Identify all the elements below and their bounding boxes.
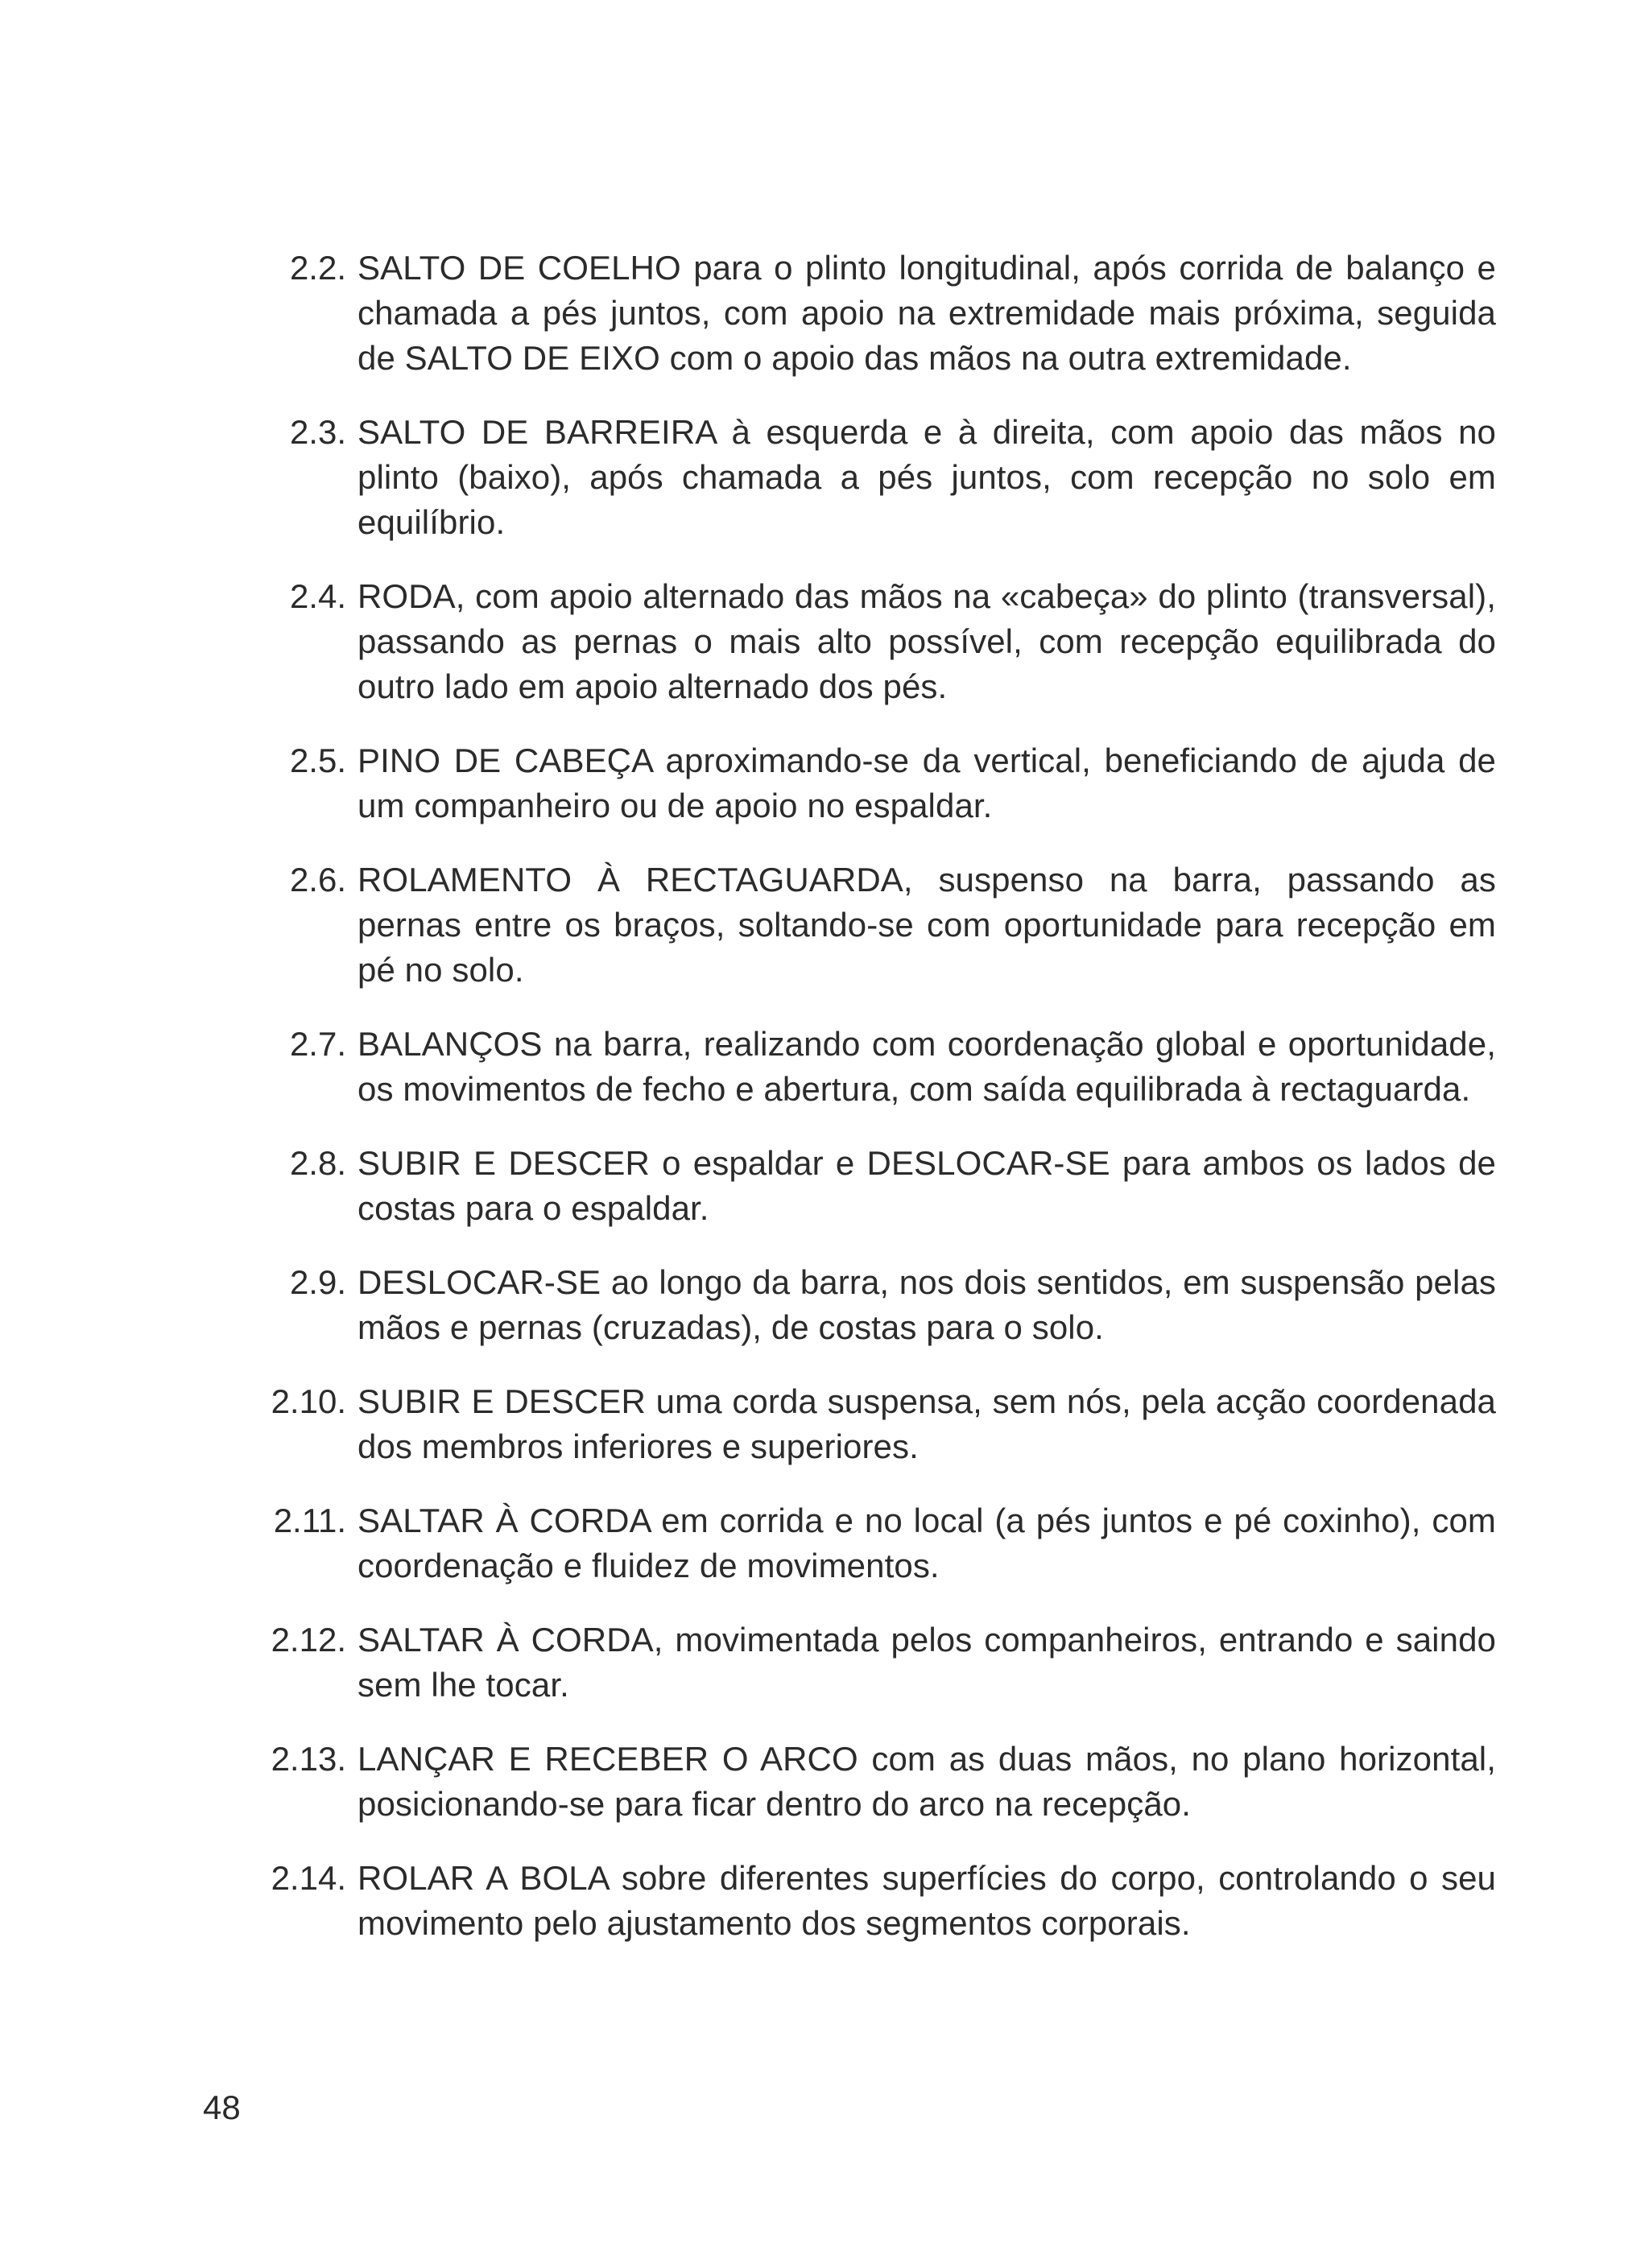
item-text: SALTO DE BARREIRA à esquerda e à direita, com apoio das mãos no plinto (baixo), após chamada a pés juntos, com recepção no solo em equilíbrio. [357, 413, 1496, 541]
list-item [256, 410, 1496, 545]
item-text: ROLAR A BOLA sobre diferentes superfícies do corpo, controlando o seu movimento pelo ajustamento dos segmentos corporais. [357, 1859, 1496, 1942]
item-number: 2.7. [289, 1025, 346, 1063]
item-text: PINO DE CABEÇA aproximando-se da vertical, beneficiando de ajuda de um companheiro ou de apoio no espaldar. [357, 742, 1496, 824]
item-number: 2.3. [289, 413, 346, 451]
item-number: 2.14. [271, 1859, 346, 1897]
list-item [256, 1498, 1496, 1588]
item-text: SALTAR À CORDA em corrida e no local (a pés juntos e pé coxinho), com coordenação e fluidez de movimentos. [357, 1502, 1496, 1584]
list-item [256, 1379, 1496, 1469]
item-text: DESLOCAR-SE ao longo da barra, nos dois sentidos, em suspensão pelas mãos e pernas (cruzadas), de costas para o solo. [357, 1263, 1496, 1346]
item-number: 2.10. [271, 1382, 346, 1420]
list-item [256, 1617, 1496, 1708]
list-item [256, 1856, 1496, 1946]
item-text: SUBIR E DESCER o espaldar e DESLOCAR-SE para ambos os lados de costas para o espaldar. [357, 1144, 1496, 1227]
item-number: 2.9. [289, 1263, 346, 1301]
item-text: SALTO DE COELHO para o plinto longitudinal, após corrida de balanço e chamada a pés juntos, com apoio na extremidade mais próxima, seguida de SALTO DE EIXO com o apoio das mãos na outra extremidade. [357, 249, 1496, 377]
list-item [256, 574, 1496, 709]
item-number: 2.5. [289, 742, 346, 779]
item-number: 2.11. [273, 1502, 346, 1539]
list-item [256, 1141, 1496, 1231]
item-number: 2.2. [289, 249, 346, 287]
item-text: ROLAMENTO À RECTAGUARDA, suspenso na barra, passando as pernas entre os braços, soltando-se com oportunidade para recepção em pé no solo. [357, 861, 1496, 989]
item-text: SALTAR À CORDA, movimentada pelos companheiros, entrando e saindo sem lhe tocar. [357, 1621, 1496, 1704]
list-item [256, 1022, 1496, 1112]
item-list [256, 246, 1496, 1975]
list-item [256, 1737, 1496, 1827]
item-number: 2.6. [289, 861, 346, 899]
list-item [256, 246, 1496, 381]
item-number: 2.12. [271, 1621, 346, 1659]
item-text: RODA, com apoio alternado das mãos na «cabeça» do plinto (transversal), passando as pernas o mais alto possível, com recepção equilibrada do outro lado em apoio alternado dos pés. [357, 577, 1496, 705]
item-text: BALANÇOS na barra, realizando com coordenação global e oportunidade, os movimentos de fecho e abertura, com saída equilibrada à rectaguarda. [357, 1025, 1496, 1108]
item-text: SUBIR E DESCER uma corda suspensa, sem nós, pela acção coordenada dos membros inferiores e superiores. [357, 1382, 1496, 1465]
list-item [256, 738, 1496, 828]
list-item [256, 857, 1496, 993]
page-number: 48 [203, 2088, 241, 2126]
list-item [256, 1260, 1496, 1350]
item-number: 2.8. [289, 1144, 346, 1182]
item-number: 2.13. [271, 1740, 346, 1778]
item-text: LANÇAR E RECEBER O ARCO com as duas mãos, no plano horizontal, posicionando-se para ficar dentro do arco na recepção. [357, 1740, 1496, 1823]
item-number: 2.4. [289, 577, 346, 615]
